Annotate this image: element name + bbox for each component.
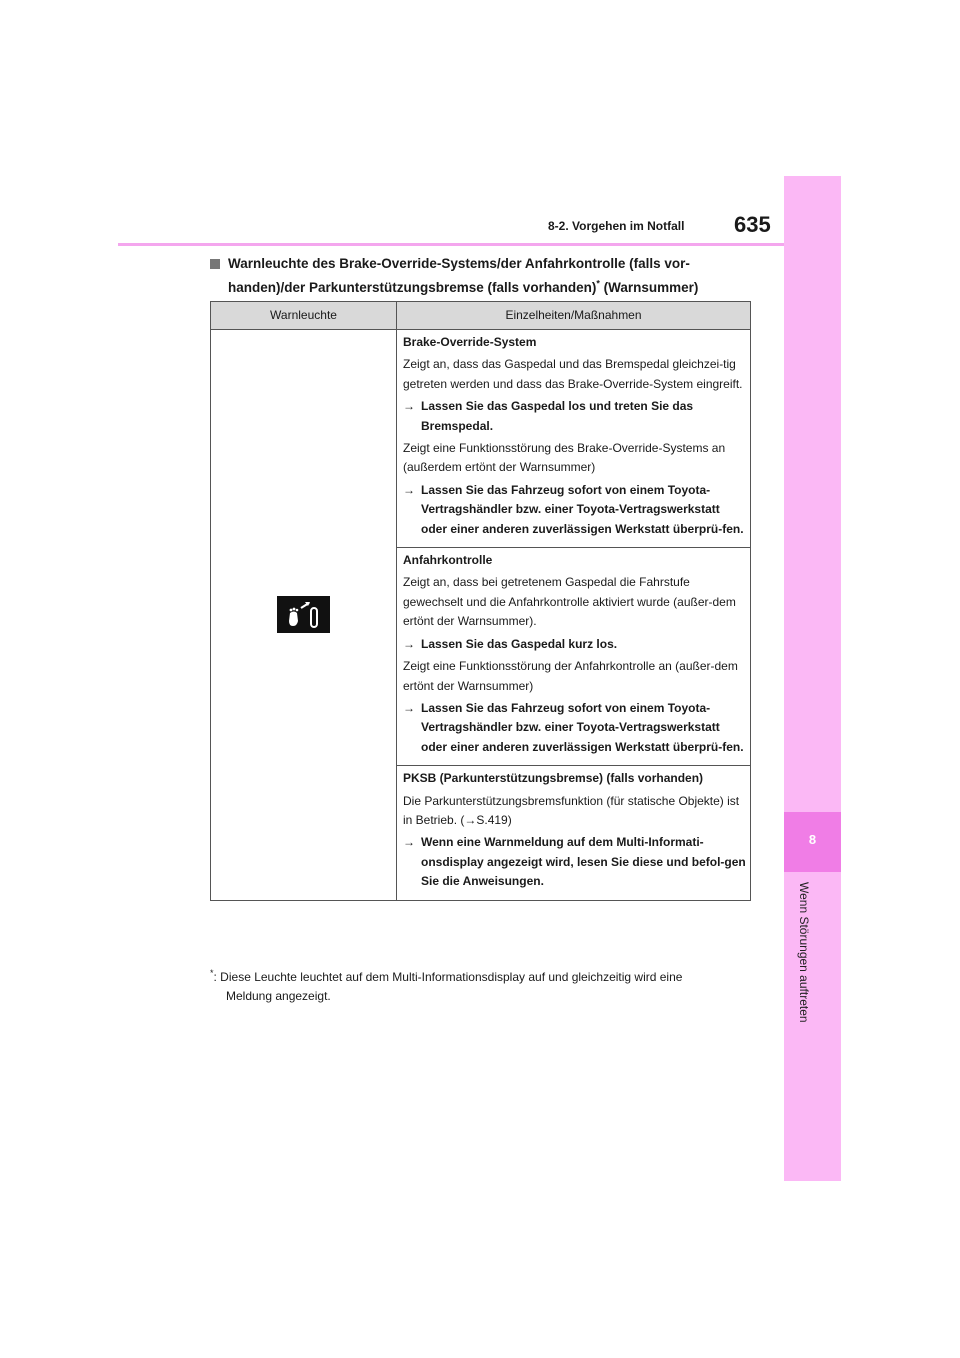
details-brake-override	[397, 330, 751, 548]
square-bullet-icon	[210, 259, 220, 269]
action-item: → Lassen Sie das Fahrzeug sofort von einem Toyota-Vertragshändler bzw. einer Toyota-Vertragswerkstatt oder einer anderen zuverlässigen Werkstatt überprü-fen.	[403, 482, 744, 536]
page-reference[interactable]: S.419)	[476, 812, 512, 827]
arrow-icon: →	[403, 700, 415, 715]
brake-override-warning-icon	[277, 596, 330, 633]
description: Zeigt eine Funktionsstörung des Brake-Override-Systems an (außerdem ertönt der Warnsummer)	[403, 441, 726, 475]
header-rule	[118, 243, 784, 246]
table-header-row	[211, 302, 751, 330]
action-item: → Wenn eine Warnmeldung auf dem Multi-Informati-onsdisplay angezeigt wird, lesen Sie diese und befol-gen Sie die Anweisungen.	[403, 835, 746, 889]
action-item: → Lassen Sie das Gaspedal los und treten Sie das Bremspedal.	[403, 399, 694, 433]
arrow-icon: →	[403, 636, 415, 651]
table-row	[211, 330, 751, 548]
column-header-warnleuchte: Warnleuchte	[211, 302, 397, 330]
warning-light-cell	[211, 330, 397, 901]
footnote-text-continued: Meldung angezeigt.	[226, 989, 331, 1004]
arrow-icon: →	[403, 482, 415, 497]
description: Die Parkunterstützungsbremsfunktion (für statische Objekte) ist in Betrieb. (→S.419)	[403, 793, 740, 827]
action-item: → Lassen Sie das Fahrzeug sofort von einem Toyota-Vertragshändler bzw. einer Toyota-Vertragswerkstatt oder einer anderen zuverlässigen Werkstatt überprü-fen.	[403, 700, 744, 754]
footnote-marker: *	[596, 278, 600, 289]
section-title: Brake-Override-System	[403, 335, 537, 349]
chapter-number: 8	[808, 832, 817, 847]
footnote-text: : Diese Leuchte leuchtet auf dem Multi-Informationsdisplay auf und gleichzeitig wird eine	[213, 970, 683, 984]
section-heading	[228, 252, 758, 300]
side-tab-strip	[784, 176, 841, 1181]
arrow-icon: →	[403, 835, 415, 850]
arrow-icon: →	[464, 812, 477, 827]
heading-suffix: (Warnsummer)	[599, 280, 699, 295]
arrow-icon: →	[403, 399, 415, 414]
section-label: 8-2. Vorgehen im Notfall	[548, 219, 685, 233]
section-title: Anfahrkontrolle	[403, 553, 493, 568]
details-anfahrkontrolle	[397, 548, 751, 766]
page-number: 635	[734, 212, 771, 237]
heading-text: Warnleuchte des Brake-Override-Systems/der Anfahrkontrolle (falls vor-handen)/der Parkunterstützungsbremse (falls vorhanden)	[228, 256, 690, 295]
description: Zeigt an, dass das Gaspedal und das Bremspedal gleichzei-tig getreten werden und dass das Brake-Override-System eingreift.	[403, 357, 743, 391]
footnote	[210, 964, 750, 1007]
description: Zeigt eine Funktionsstörung der Anfahrkontrolle an (außer-dem ertönt der Warnsummer)	[403, 659, 738, 693]
action-item: → Lassen Sie das Gaspedal kurz los.	[403, 635, 746, 654]
column-header-details: Einzelheiten/Maßnahmen	[397, 302, 751, 330]
section-title: PKSB (Parkunterstützungsbremse) (falls vorhanden)	[403, 771, 704, 786]
footnote-marker: *	[210, 968, 214, 978]
warning-light-table	[210, 301, 751, 901]
details-pksb	[397, 766, 751, 900]
chapter-title: Wenn Störungen auftreten	[797, 882, 811, 1023]
description: Zeigt an, dass bei getretenem Gaspedal die Fahrstufe gewechselt und die Anfahrkontrolle aktiviert wurde (außer-dem ertönt der Warnsummer).	[403, 575, 736, 629]
